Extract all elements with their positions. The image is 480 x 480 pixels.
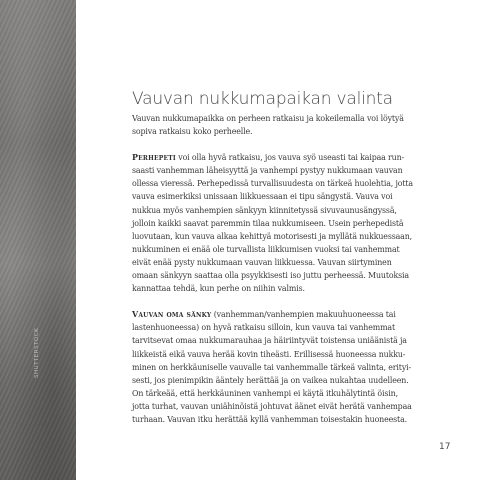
- text-line: minen on herkkäuniselle vauvalle tai vanhemmalle tärkeä valinta, erityi-: [132, 362, 412, 372]
- text-line: nukkuminen ei enää ole turvallista liikkumisen vuoksi tai vanhemmat: [132, 244, 400, 254]
- text-line: luovutaan, kun vauva alkaa kehittyä motorisesti ja myllätä nukkuessaan,: [132, 231, 413, 241]
- text-line: tarvitsevat omaa nukkumarauhaa ja häiriintyvät toistensa uniäänistä ja: [132, 336, 407, 346]
- text-line: Vauvan nukkumapaikka on perheen ratkaisu ja kokeilemalla voi löytyä: [132, 114, 404, 123]
- text-line: turhaan. Vauvan itku herättää kyllä vanhemman toisestakin huoneesta.: [132, 414, 407, 424]
- text-line: kannattaa tehdä, kun perhe on niihin valmis.: [132, 284, 305, 294]
- text-line: jotta turhat, vauvan uniähinöistä johtuvat äänet eivät herätä vanhempaa: [132, 401, 412, 411]
- text-line: (vanhemman/vanhempien makuuhuoneessa tai: [211, 310, 396, 320]
- text-line: jolloin kaikki saavat paremmin tilaa nukkumiseen. Usein perhepedistä: [132, 218, 404, 228]
- section-vauvan-oma-sanky: [132, 308, 432, 426]
- text-line: ollessa vieressä. Perhepedissä turvallisuudesta on tärkeä huolehtia, jotta: [132, 179, 413, 189]
- text-line: On tärkeää, että herkkäuninen vanhempi ei käytä itkuhälytintä öisin,: [132, 388, 398, 398]
- carpet-photo-strip: [0, 0, 76, 480]
- section-lead: Vauvan oma sänky: [132, 310, 212, 320]
- text-line: sesti, jos pienimpikin ääntely herättää ja on vaikea nukahtaa uudelleen.: [132, 375, 409, 385]
- text-line: lastenhuoneessa) on hyvä ratkaisu silloin, kun vauva tai vanhemmat: [132, 323, 395, 333]
- article-body: [132, 112, 432, 439]
- text-line: voi olla hyvä ratkaisu, jos vauva syö useasti tai kaipaa run-: [175, 153, 405, 163]
- text-line: saasti vanhemman läheisyyttä ja vanhempi pystyy nukkumaan vauvan: [132, 166, 403, 176]
- text-line: liikkeistä eikä vauva herää kovin tiheästi. Erillisessä huoneessa nukku-: [132, 349, 406, 359]
- page-title: Vauvan nukkumapaikan valinta: [132, 89, 393, 110]
- text-line: eivät enää pysty nukkumaan vauvan liikkuessa. Vauvan siirtyminen: [132, 257, 392, 267]
- text-line: nukkua myös vanhempien sänkyyn kiinnitetyssä sivuvaunusängyssä,: [132, 205, 397, 215]
- text-line: omaan sänkyyn saattaa olla psyykkisesti iso juttu perheessä. Muutoksia: [132, 271, 409, 281]
- text-line: vauva esimerkiksi unissaan liikkuessaan ei tipu sängystä. Vauva voi: [132, 192, 393, 202]
- page-number: 17: [439, 442, 451, 452]
- intro-paragraph: [132, 112, 432, 138]
- section-perhepeti: [132, 151, 432, 295]
- section-lead: Perhepeti: [132, 153, 176, 163]
- text-line: sopiva ratkaisu koko perheelle.: [132, 127, 253, 137]
- photo-credit: SHUTTERSTOCK: [34, 327, 40, 378]
